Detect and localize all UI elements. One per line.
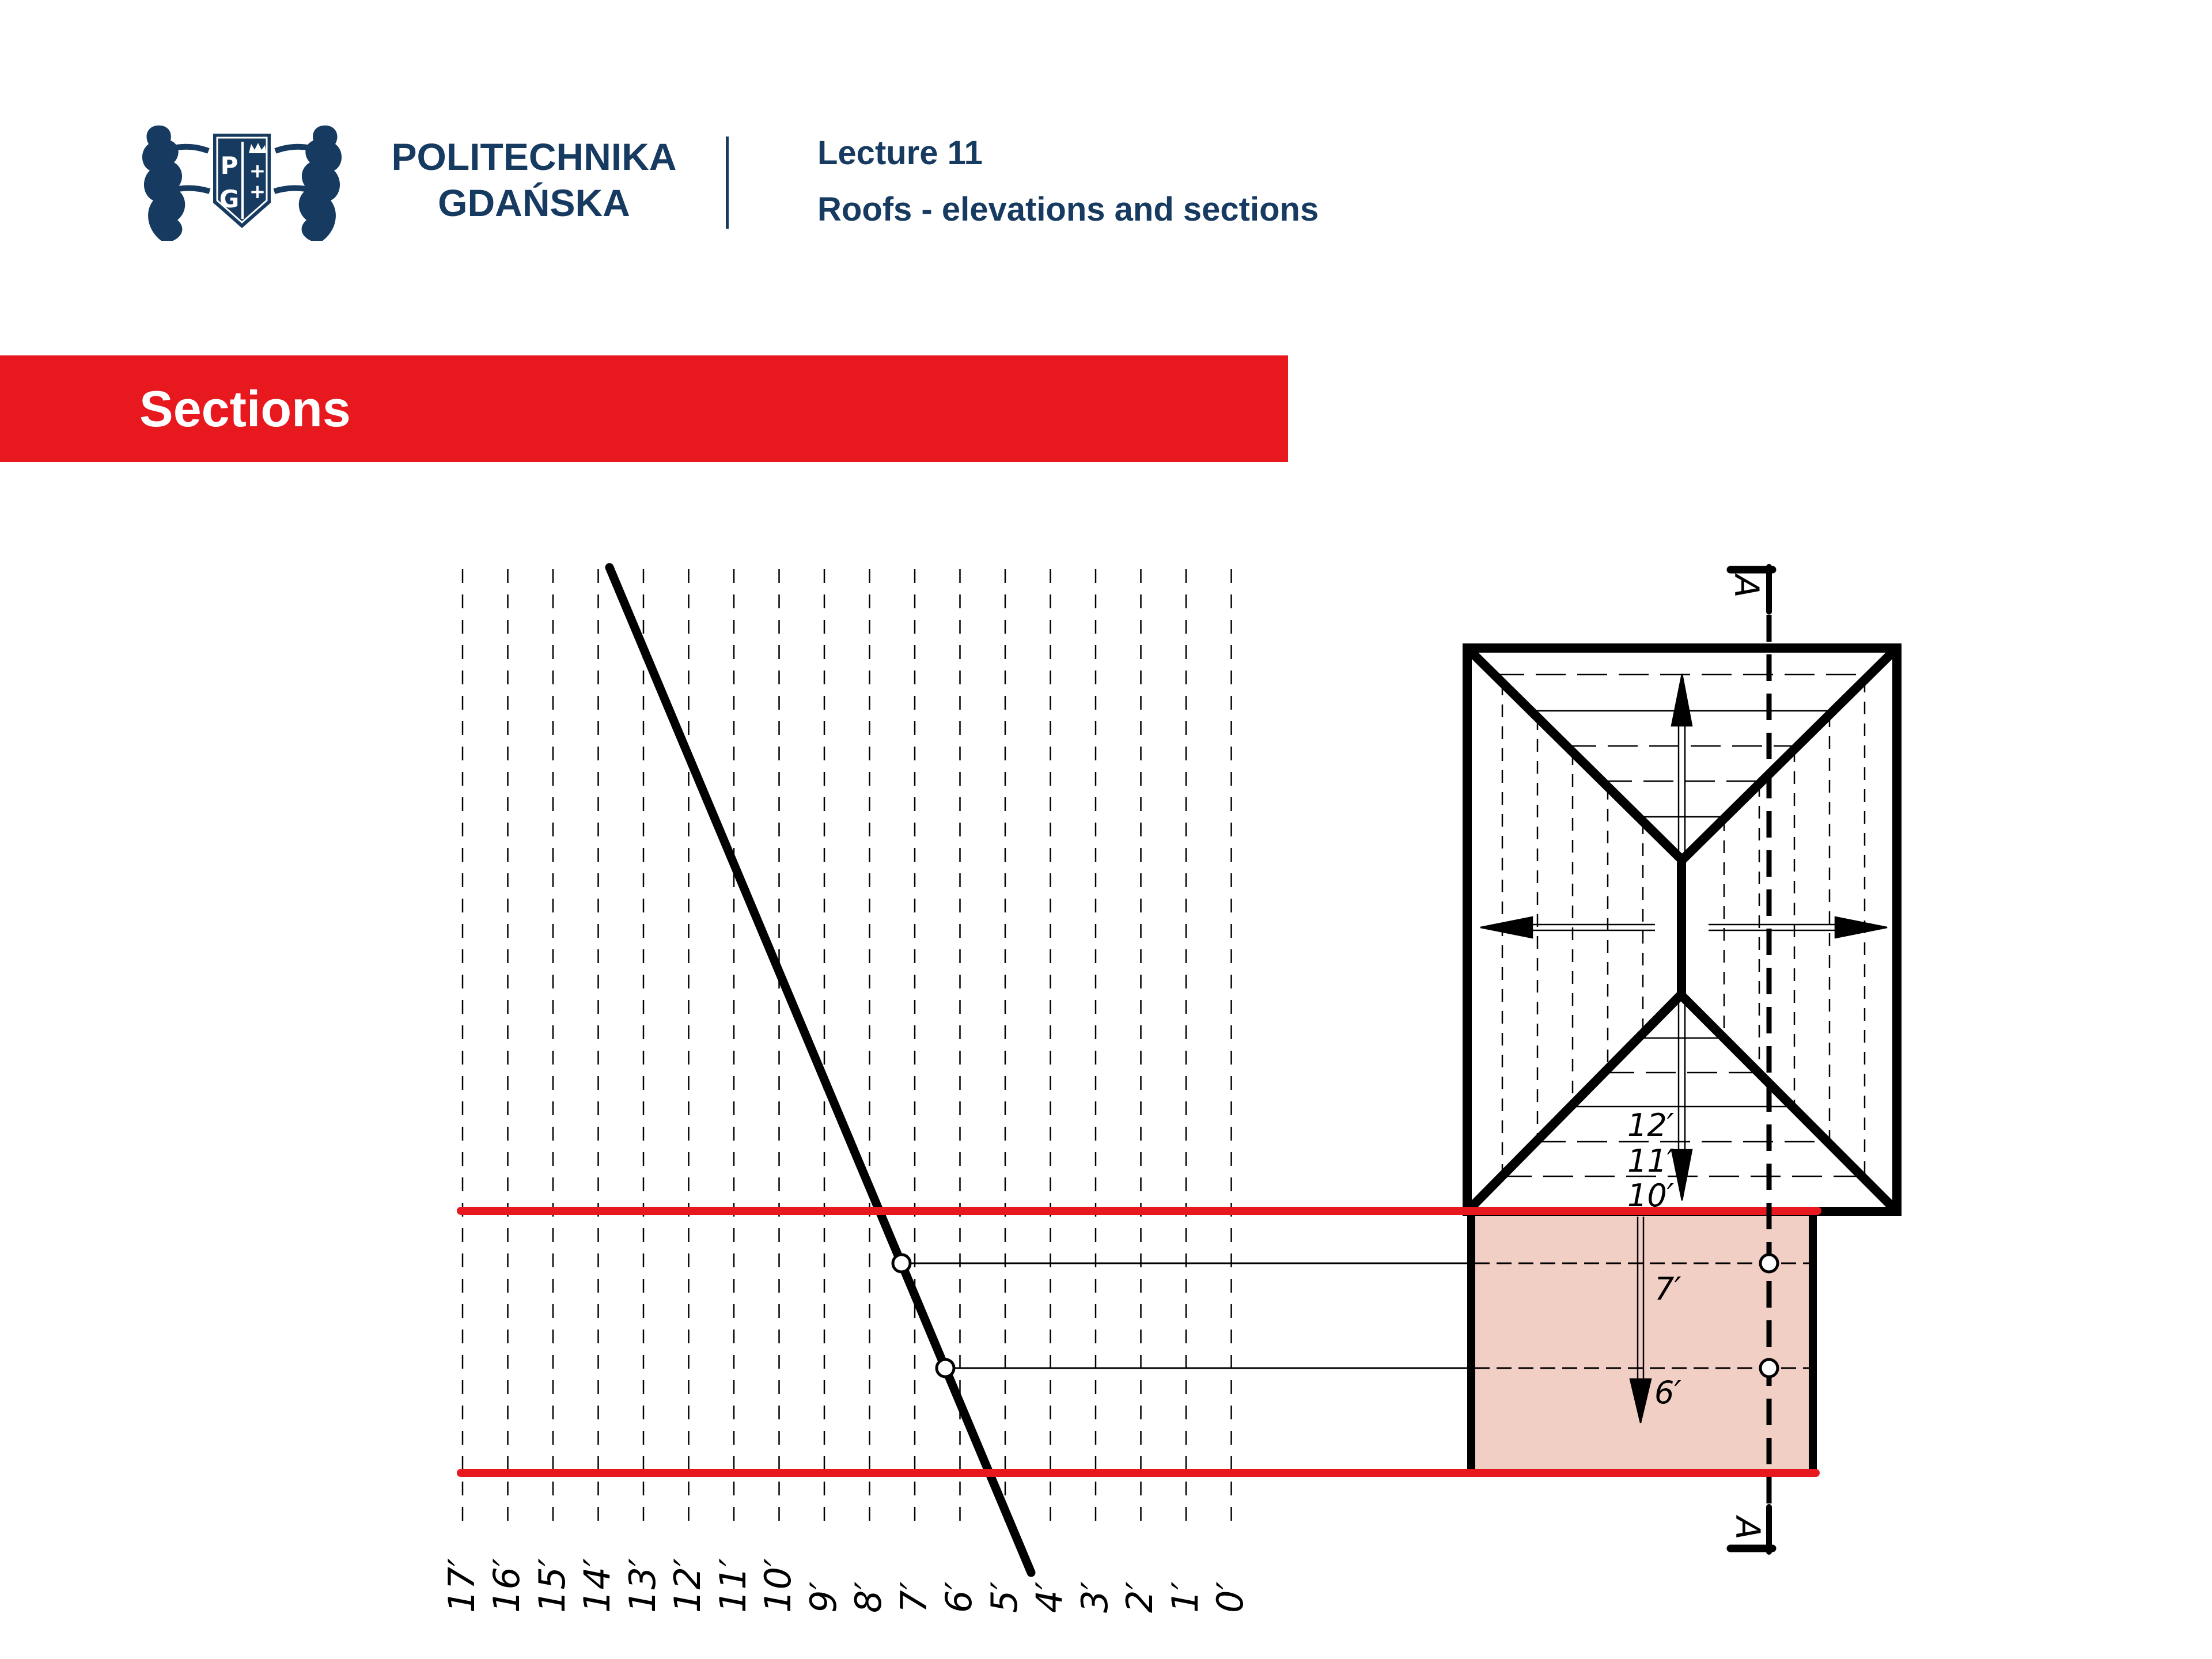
axis-label: 12′ bbox=[666, 1558, 709, 1613]
section-cut-label-top: A bbox=[1727, 575, 1766, 598]
axis-label: 3′ bbox=[1074, 1581, 1116, 1613]
logo-letter-g: G bbox=[219, 185, 240, 213]
arrow-left-head-icon bbox=[1480, 917, 1532, 938]
axis-label: 9′ bbox=[802, 1581, 844, 1613]
elevation-slope-line bbox=[609, 567, 1031, 1573]
axis-label: 14′ bbox=[576, 1558, 618, 1613]
axis-label: 13′ bbox=[622, 1558, 664, 1613]
plan-level-labels bbox=[1627, 1107, 1674, 1214]
section-level-label-6: 6′ bbox=[1654, 1374, 1681, 1411]
logo-cross-top-icon: + bbox=[249, 160, 266, 183]
axis-label: 4′ bbox=[1028, 1581, 1070, 1613]
section-level-label-7: 7′ bbox=[1654, 1271, 1681, 1307]
axis-label: 7′ bbox=[893, 1581, 935, 1613]
logo-cross-bottom-icon: + bbox=[249, 180, 266, 203]
elevation-grid bbox=[463, 569, 1232, 1521]
plan-level-label-12: 12′ bbox=[1627, 1107, 1674, 1143]
university-name-line2: GDAŃSKA bbox=[438, 181, 630, 224]
section-fill bbox=[1471, 1211, 1813, 1473]
axis-label: 8′ bbox=[847, 1581, 889, 1613]
axis-label: 6′ bbox=[938, 1581, 980, 1613]
section-banner-title: Sections bbox=[139, 380, 351, 437]
arrow-up-head-icon bbox=[1672, 674, 1692, 726]
plan-level-label-11: 11′ bbox=[1627, 1143, 1674, 1179]
axis-label: 10′ bbox=[757, 1558, 799, 1613]
axis-label: 17′ bbox=[441, 1558, 483, 1613]
lecture-title: Roofs - elevations and sections bbox=[817, 191, 1319, 228]
arrow-right-head-icon bbox=[1835, 917, 1887, 938]
axis-label: 1′ bbox=[1164, 1581, 1206, 1613]
axis-label: 0′ bbox=[1209, 1581, 1251, 1613]
plan-level-label-10: 10′ bbox=[1627, 1177, 1674, 1214]
axis-label: 16′ bbox=[486, 1558, 528, 1613]
section-cut-label-bottom: A bbox=[1728, 1517, 1767, 1540]
axis-label: 5′ bbox=[983, 1581, 1025, 1613]
lecture-number: Lecture 11 bbox=[817, 134, 983, 172]
axis-label: 11′ bbox=[712, 1558, 754, 1613]
axis-label: 2′ bbox=[1119, 1581, 1161, 1613]
logo-letter-p: P bbox=[220, 151, 238, 180]
arrow-down-head-icon bbox=[1672, 1150, 1692, 1200]
elevation-axis-labels bbox=[441, 1558, 1251, 1613]
university-name-line1: POLITECHNIKA bbox=[391, 135, 677, 178]
axis-label: 15′ bbox=[531, 1558, 573, 1613]
